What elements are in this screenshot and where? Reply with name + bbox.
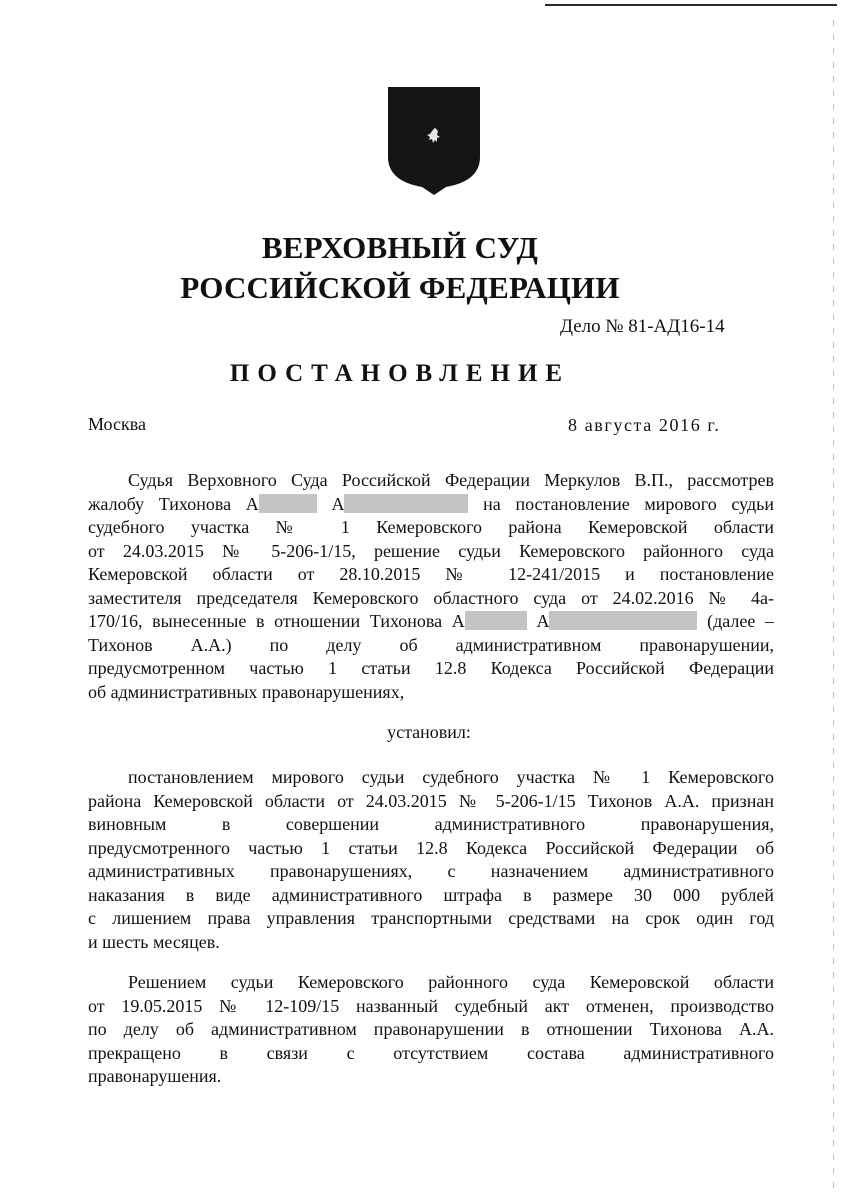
case-number: Дело № 81-АД16-14 [560, 316, 725, 337]
intro-line-1: Судья Верховного Суда Российской Федерации Меркулов В.П., рассмотрев [128, 470, 774, 490]
city: Москва [88, 414, 146, 434]
intro-line-9: предусмотренном частью 1 статьи 12.8 Кодекса Российской Федерации [88, 658, 774, 678]
paragraph-1 [88, 766, 774, 954]
top-border-line [545, 4, 837, 6]
p2-line-1: Решением судьи Кемеровского районного суда Кемеровской области [128, 972, 774, 992]
intro-line-10: об административных правонарушениях, [88, 681, 405, 702]
document-date: 8 августа 2016 г. [568, 415, 721, 435]
p1-line-8: и шесть месяцев. [88, 931, 220, 952]
court-name-line-1: ВЕРХОВНЫЙ СУД [261, 230, 539, 265]
redaction-block [549, 611, 697, 630]
p1-line-5: административных правонарушениях, с назначением административного [88, 861, 774, 881]
intro-line-4: от 24.03.2015 № 5-206-1/15, решение судьи Кемеровского районного суда [88, 540, 774, 561]
p2-line-5: правонарушения. [88, 1066, 222, 1086]
intro-line-7-a: 170/16, вынесенные в отношении Тихонова А [88, 611, 465, 631]
coat-of-arms-shield-icon [386, 85, 482, 197]
intro-line-2 [88, 493, 774, 517]
p1-line-7: с лишением права управления транспортными средствами на срок один год [88, 908, 774, 928]
p1-line-4: предусмотренного частью 1 статьи 12.8 Кодекса Российской Федерации об [88, 837, 774, 858]
intro-line-7-b: А [536, 611, 550, 631]
court-name-line-2: РОССИЙСКОЙ ФЕДЕРАЦИИ [180, 270, 620, 305]
redaction-block [259, 494, 317, 513]
intro-line-6: заместителя председателя Кемеровского областного суда от 24.02.2016 № 4а- [88, 587, 774, 608]
paragraph-2 [88, 971, 774, 1089]
p1-line-3: виновным в совершении административного правонарушения, [88, 814, 774, 834]
intro-line-8: Тихонов А.А.) по делу об административном правонарушении, [88, 634, 774, 655]
intro-line-7-c: (далее – [707, 611, 774, 631]
p2-line-3: по делу об административном правонарушении в отношении Тихонова А.А. [88, 1019, 774, 1039]
document-type-heading: ПОСТАНОВЛЕНИЕ [229, 360, 571, 387]
redaction-block [344, 494, 468, 513]
established-label: установил: [387, 722, 471, 742]
p1-line-1: постановлением мирового судьи судебного участка № 1 Кемеровского [128, 767, 774, 787]
intro-line-2-b: А [331, 493, 345, 514]
p2-line-2: от 19.05.2015 № 12-109/15 названный судебный акт отменен, производство [88, 995, 774, 1016]
intro-line-5: Кемеровской области от 28.10.2015 № 12-241/2015 и постановление [88, 564, 774, 584]
p2-line-4: прекращено в связи с отсутствием состава административного [88, 1042, 774, 1063]
intro-line-2-c: на постановление мирового судьи [483, 493, 775, 514]
intro-line-3: судебного участка № 1 Кемеровского района Кемеровской области [88, 517, 774, 537]
intro-paragraph [88, 469, 774, 704]
intro-line-2-a: жалобу Тихонова А [88, 493, 259, 514]
intro-line-7 [88, 610, 774, 634]
p1-line-6: наказания в виде административного штрафа в размере 30 000 рублей [88, 884, 774, 905]
scan-edge-line [833, 20, 834, 1190]
p1-line-2: района Кемеровской области от 24.03.2015 № 5-206-1/15 Тихонов А.А. признан [88, 790, 774, 811]
redaction-block [465, 611, 527, 630]
